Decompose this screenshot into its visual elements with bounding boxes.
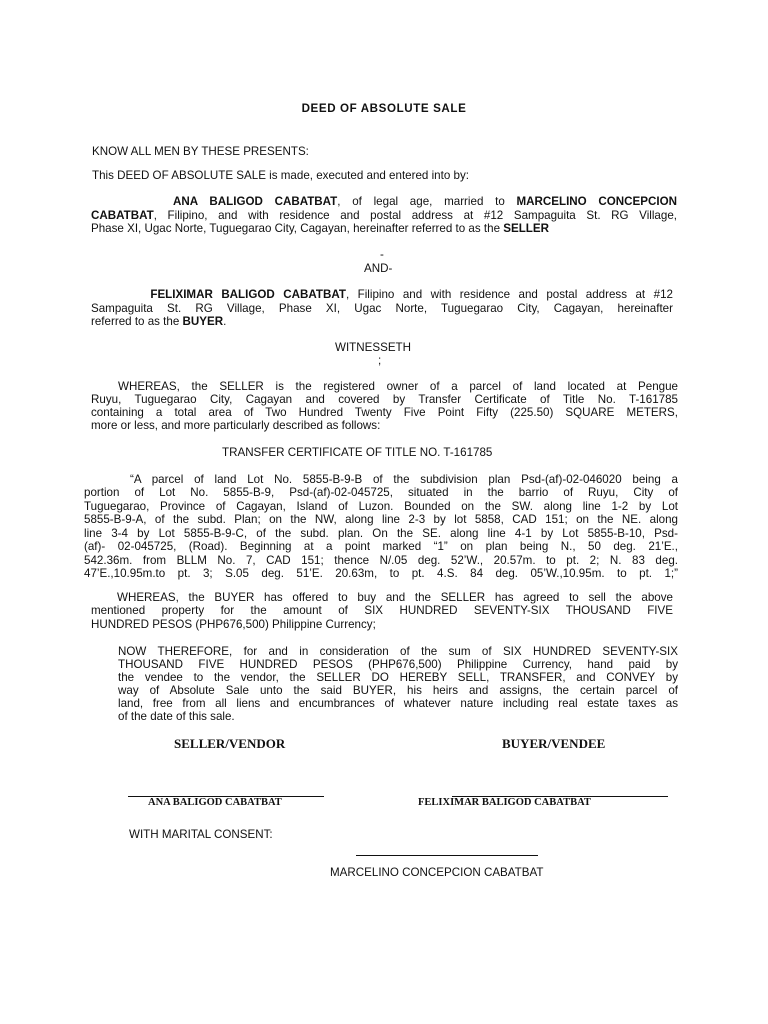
therefore-line: the vendee to the vendor, the SELLER DO HEREBY SELL, TRANSFER, and CONVEY by [118,671,678,684]
seller-paragraph-line-2: CABATBAT, Filipino, and with residence and postal address at #12 Sampaguita St. RG Village, [91,209,677,222]
buyer-vendee-label: BUYER/VENDEE [502,736,606,751]
whereas-2-line: WHEREAS, the BUYER has offered to buy and the SELLER has agreed to sell the above [117,591,673,604]
land-description-line: Tuguegarao, Province of Cagayan, Island of Luzon. Bounded on the SW. along line 1-2 by Lot [84,500,678,513]
seller-paragraph-line-1: ANA BALIGOD CABATBAT, of legal age, married to MARCELINO CONCEPCION [173,195,678,208]
whereas-2-line: HUNDRED PESOS (PHP676,500) Philippine Currency; [91,618,376,631]
seller-vendor-label: SELLER/VENDOR [174,736,286,751]
seller-paragraph-line-3: Phase XI, Ugac Norte, Tuguegarao City, Cagayan, hereinafter referred to as the SELLER [91,222,549,235]
land-description-line: 5855-B-9-A, of the subd. Plan; on the NW, along line 2-3 by lot 5858, CAD 151; on the NE. along [84,513,678,526]
therefore-line: of the date of this sale. [118,710,235,723]
made-line: This DEED OF ABSOLUTE SALE is made, executed and entered into by: [92,169,469,182]
buyer-role: BUYER [182,315,224,328]
land-description-line: (af)- 02-045725, (Road). Beginning at a point marked “1” on plan being N., 50 deg. 21’E., [84,540,678,553]
seller-name: ANA BALIGOD CABATBAT [173,195,338,208]
buyer-paragraph-line-1: FELIXIMAR BALIGOD CABATBAT, Filipino and with residence and postal address at #12 [150,288,673,301]
land-description-line: 47’E.,10.95m.to pt. 3; S.05 deg. 51’E. 20.63m, to pt. 4.S. 84 deg. 05’W.,10.95m. to pt. 1;” [84,567,678,580]
whereas-1-line: WHEREAS, the SELLER is the registered owner of a parcel of land located at Pengue [118,380,678,393]
and-separator: AND- [364,262,393,275]
buyer-signatory-name: FELIXIMAR BALIGOD CABATBAT [418,797,591,808]
land-description-line: “A parcel of land Lot No. 5855-B-9-B of the subdivision plan Psd-(af)-02-046020 being a [130,473,678,486]
whereas-1-line: Ruyu, Tuguegarao City, Cagayan and covered by Transfer Certificate of Title No. T-161785 [91,393,678,406]
therefore-line: NOW THEREFORE, for and in consideration of the sum of SIX HUNDRED SEVENTY-SIX [118,645,678,658]
buyer-name: FELIXIMAR BALIGOD CABATBAT [150,288,346,301]
whereas-1-line: more or less, and more particularly described as follows: [91,419,381,432]
buyer-paragraph-line-3: referred to as the BUYER. [91,315,227,328]
witnesseth-semicolon: ; [378,354,382,367]
therefore-line: way of Absolute Sale unto the said BUYER, his heirs and assigns, the certain parcel of [118,684,678,697]
dash-mark: - [380,248,384,261]
land-description-line: portion of Lot No. 5855-B-9, Psd-(af)-02-045725, situated in the barrio of Ruyu, City of [84,486,678,499]
buyer-paragraph-line-2: Sampaguita St. RG Village, Phase XI, Ugac Norte, Tuguegarao City, Cagayan, hereinafter [91,302,673,315]
therefore-line: land, free from all liens and encumbrances of whatever nature including real estate taxes as [118,697,678,710]
marital-consent-label: WITH MARITAL CONSENT: [129,828,273,841]
land-description-line: line 3-4 by Lot 5855-B-9-C, of the subd. plan. On the SE. along line 4-1 by Lot 5855-B-10, Psd- [84,527,678,540]
witnesseth-heading: WITNESSETH [335,341,412,354]
document-title: DEED OF ABSOLUTE SALE [301,102,467,115]
seller-signatory-name: ANA BALIGOD CABATBAT [148,797,282,808]
spouse-signature-line [356,855,538,856]
therefore-line: THOUSAND FIVE HUNDRED PESOS (PHP676,500) Philippine Currency, hand paid by [118,658,678,671]
land-description-line: 542.36m. from BLLM No. 7, CAD 151; thence N/.05 deg. 52’W., 20.57m. to pt. 2; N. 83 deg. [84,554,678,567]
spouse-signatory-name: MARCELINO CONCEPCION CABATBAT [330,866,544,879]
seller-role: SELLER [503,222,549,235]
whereas-1-line: containing a total area of Two Hundred Twenty Five Point Fifty (225.50) SQUARE METERS, [91,406,678,419]
tct-heading: TRANSFER CERTIFICATE OF TITLE NO. T-161785 [222,446,493,459]
intro-line: KNOW ALL MEN BY THESE PRESENTS: [92,145,309,158]
whereas-2-line: mentioned property for the amount of SIX HUNDRED SEVENTY-SIX THOUSAND FIVE [91,604,673,617]
spouse-name: MARCELINO CONCEPCION [516,195,678,208]
